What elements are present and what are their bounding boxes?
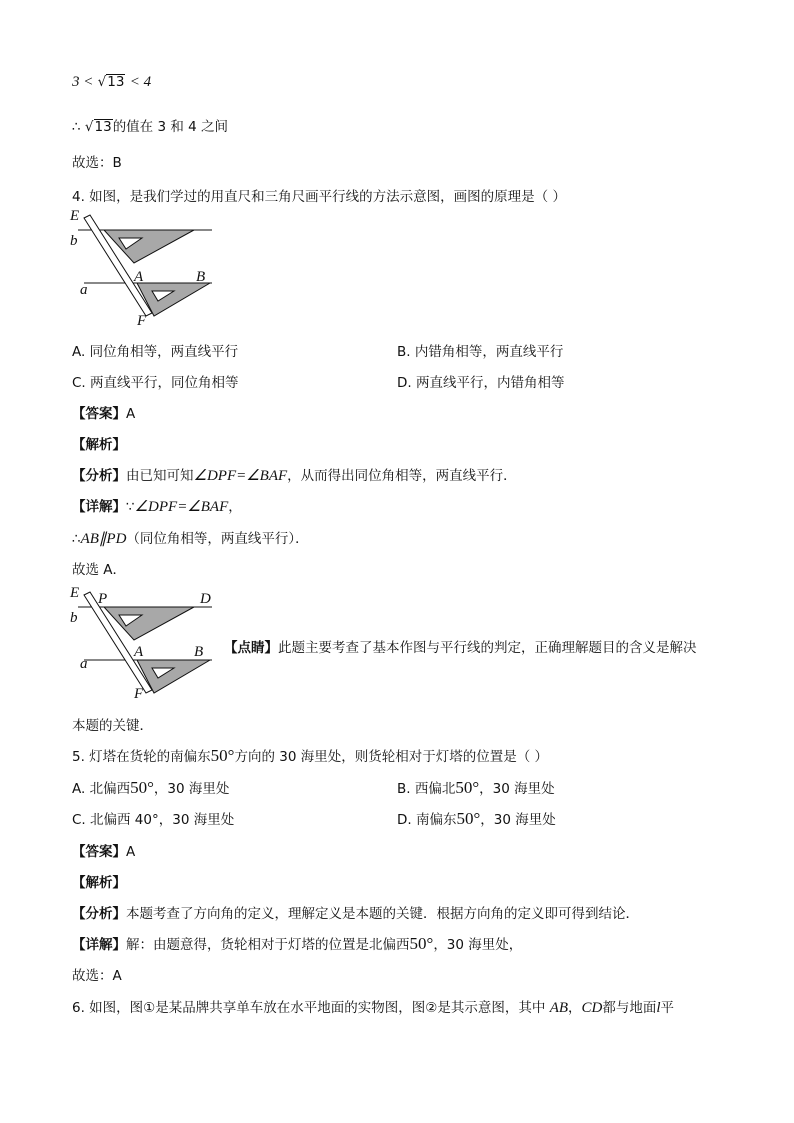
sqrt-radicand: 13 [107, 74, 125, 90]
fenxi-post: ，从而得出同位角相等，两直线平行． [287, 468, 517, 484]
label-b-line: b [70, 610, 78, 626]
label-a-point: A [134, 644, 144, 660]
q6-sep: ， [568, 1000, 582, 1016]
q5-option-d [397, 808, 556, 829]
q6-stem-pre: 6. 如图，图①是某品牌共享单车放在水平地面的实物图，图②是其示意图，其中 [72, 1000, 546, 1016]
opt-d-pre: D. 南偏东 [397, 812, 457, 828]
q4-dianjing-cont: 本题的关键． [72, 718, 153, 734]
q6-stem [72, 996, 674, 1017]
fenxi-pre: 由已知可知 [126, 468, 194, 484]
label-f: F [137, 313, 147, 329]
q4-option-c: C. 两直线平行，同位角相等 [72, 375, 239, 391]
sqrt-symbol: √ [97, 74, 107, 90]
label-a-line: a [80, 656, 88, 672]
q5-option-b [397, 777, 555, 798]
q5-stem-deg: 50° [210, 746, 235, 765]
q4-figure-2 [64, 582, 224, 707]
dianjing-text: 此题主要考查了基本作图与平行线的判定，正确理解题目的含义是解决 [278, 640, 697, 656]
answer-tag: 【答案】 [72, 844, 126, 860]
value-range-line [72, 115, 228, 135]
q4-figure [64, 205, 224, 330]
label-d: D [200, 591, 211, 607]
detail-tag: 【详解】 [72, 499, 126, 515]
q5-stem-pre: 5. 灯塔在货轮的南偏东 [72, 749, 211, 765]
answer-tag: 【答案】 [72, 406, 126, 422]
detail-post: ，30 海里处， [433, 937, 523, 953]
detail-post: ， [228, 499, 242, 515]
q4-dianjing [224, 636, 697, 656]
sqrt-symbol: √ [84, 119, 94, 135]
sqrt-radicand: 13 [94, 119, 112, 135]
opt-b-post: ，30 海里处 [479, 781, 555, 797]
concl-math: AB∥PD [80, 531, 127, 547]
q4-fenxi [72, 464, 517, 485]
opt-a-deg: 50° [130, 778, 154, 797]
choose-b-line: 故选：B [72, 155, 122, 171]
ineq-left: 3 < [72, 74, 94, 90]
q5-stem-post: 方向的 30 海里处，则货轮相对于灯塔的位置是（ ） [234, 749, 549, 765]
q4-option-b: B. 内错角相等，两直线平行 [397, 344, 564, 360]
q6-mid: 都与地面 [602, 1000, 657, 1016]
concl-pre: ∴ [72, 531, 81, 547]
opt-b-deg: 50° [455, 778, 480, 797]
ineq-right: < 4 [129, 74, 152, 90]
detail-pre: 解：由题意得，货轮相对于灯塔的位置是北偏西 [126, 937, 410, 953]
value-range-text: 的值在 3 和 4 之间 [112, 119, 229, 135]
label-b-line: b [70, 233, 78, 249]
label-b-point: B [196, 269, 206, 285]
q4-analysis-tag: 【解析】 [72, 437, 126, 453]
q5-detail [72, 933, 522, 954]
q5-option-c: C. 北偏西 40°，30 海里处 [72, 812, 235, 828]
opt-d-deg: 50° [456, 809, 481, 828]
opt-d-post: ，30 海里处 [480, 812, 556, 828]
inequality-line [72, 74, 151, 91]
q4-conclusion [72, 527, 309, 548]
fenxi-math: ∠DPF=∠BAF [193, 468, 288, 484]
label-p: P [98, 591, 108, 607]
detail-deg: 50° [409, 934, 434, 953]
label-e: E [70, 208, 80, 224]
answer-value: A [126, 844, 136, 860]
q4-option-d: D. 两直线平行，内错角相等 [397, 375, 565, 391]
opt-b-pre: B. 西偏北 [397, 781, 456, 797]
label-f: F [134, 686, 144, 702]
q5-fenxi [72, 902, 639, 922]
label-e: E [70, 585, 80, 601]
label-a-line: a [80, 282, 88, 298]
therefore-symbol: ∴ [72, 119, 81, 135]
q6-math-l: l [656, 1000, 661, 1016]
concl-post: （同位角相等，两直线平行）． [126, 531, 309, 547]
fenxi-tag: 【分析】 [72, 468, 126, 484]
label-a-point: A [134, 269, 144, 285]
q5-answer [72, 840, 135, 860]
q5-choose: 故选：A [72, 968, 122, 984]
dianjing-tag: 【点睛】 [224, 640, 278, 656]
q4-stem: 4. 如图，是我们学过的用直尺和三角尺画平行线的方法示意图，画图的原理是（ ） [72, 189, 566, 205]
detail-pre: ∵ [126, 499, 135, 515]
q4-option-a: A. 同位角相等，两直线平行 [72, 344, 239, 360]
fenxi-text: 本题考查了方向角的定义，理解定义是本题的关键．根据方向角的定义即可得到结论． [126, 906, 639, 922]
q5-analysis-tag: 【解析】 [72, 875, 126, 891]
detail-tag: 【详解】 [72, 937, 126, 953]
opt-a-post: ，30 海里处 [153, 781, 230, 797]
q6-math-ab: AB [549, 1000, 569, 1016]
q6-math-cd: CD [581, 1000, 603, 1016]
label-b-point: B [194, 644, 204, 660]
q4-answer [72, 402, 135, 422]
q5-option-a [72, 777, 229, 798]
detail-math: ∠DPF=∠BAF [134, 499, 229, 515]
q5-stem [72, 745, 548, 766]
q6-end: 平 [660, 1000, 675, 1016]
answer-value: A [126, 406, 136, 422]
q4-detail [72, 495, 242, 516]
fenxi-tag: 【分析】 [72, 906, 126, 922]
q4-choose: 故选 A． [72, 562, 127, 578]
opt-a-pre: A. 北偏西 [72, 781, 131, 797]
